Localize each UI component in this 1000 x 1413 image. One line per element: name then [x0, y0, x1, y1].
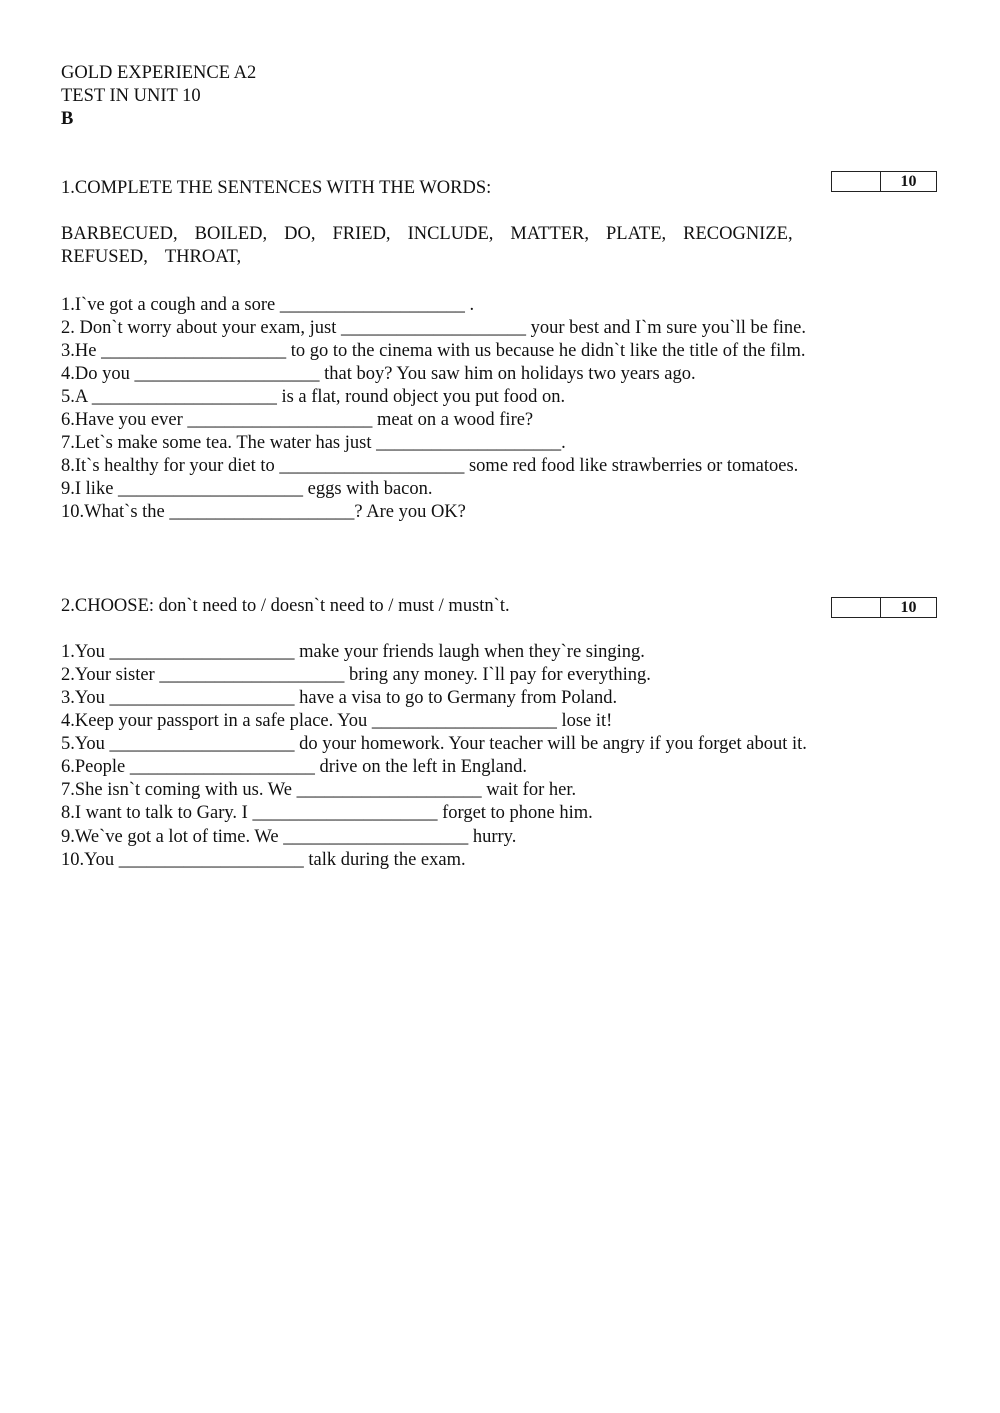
section2-sentence: 9.We`ve got a lot of time. We ____________________ hurry.	[61, 827, 517, 847]
section2-sentence: 10.You ____________________ talk during the exam.	[61, 850, 466, 870]
section1-sentence: 8.It`s healthy for your diet to ____________________ some red food like strawberries or tomatoes.	[61, 456, 799, 476]
word-bank-item: BOILED,	[194, 224, 268, 244]
score-blank-cell	[832, 172, 881, 191]
test-version: B	[61, 109, 74, 129]
section1-sentence: 2. Don`t worry about your exam, just ____________________ your best and I`m sure you`ll be fine.	[61, 318, 807, 338]
section1-word-bank	[61, 223, 851, 269]
section1-score-box	[831, 171, 937, 192]
word-bank-item: REFUSED,	[61, 247, 148, 267]
section2-sentence: 7.She isn`t coming with us. We ____________________ wait for her.	[61, 780, 577, 800]
section2-title: 2.CHOOSE: don`t need to / doesn`t need to / must / mustn`t.	[61, 596, 510, 616]
section2-sentence: 5.You ____________________ do your homework. Your teacher will be angry if you forget about it.	[61, 734, 807, 754]
word-bank-item: BARBECUED,	[61, 224, 178, 244]
section1-sentence: 5.A ____________________ is a flat, round object you put food on.	[61, 387, 566, 407]
section1-sentence: 6.Have you ever ____________________ meat on a wood fire?	[61, 410, 534, 430]
section1-sentence: 1.I`ve got a cough and a sore ____________________ .	[61, 295, 475, 315]
section2-sentence: 2.Your sister ____________________ bring any money. I`ll pay for everything.	[61, 665, 651, 685]
section2-sentence: 6.People ____________________ drive on the left in England.	[61, 757, 528, 777]
book-title: GOLD EXPERIENCE A2	[61, 63, 257, 83]
test-title: TEST IN UNIT 10	[61, 86, 201, 106]
word-bank-item: MATTER,	[510, 224, 589, 244]
section1-sentence: 10.What`s the ____________________? Are you OK?	[61, 502, 466, 522]
word-bank-item: DO,	[284, 224, 316, 244]
section2-sentence: 8.I want to talk to Gary. I ____________________ forget to phone him.	[61, 803, 593, 823]
word-bank-item: PLATE,	[606, 224, 667, 244]
word-bank-item: FRIED,	[332, 224, 391, 244]
section2-sentence: 1.You ____________________ make your friends laugh when they`re singing.	[61, 642, 645, 662]
section2-score-value: 10	[900, 599, 917, 616]
word-bank-item: RECOGNIZE,	[683, 224, 793, 244]
section1-title: 1.COMPLETE THE SENTENCES WITH THE WORDS:	[61, 178, 492, 198]
section2-sentence: 3.You ____________________ have a visa to go to Germany from Poland.	[61, 688, 618, 708]
word-bank-item: INCLUDE,	[407, 224, 494, 244]
score-blank-cell	[832, 598, 881, 617]
section1-sentence: 9.I like ____________________ eggs with bacon.	[61, 479, 433, 499]
section2-score-box	[831, 597, 937, 618]
section1-sentence: 3.He ____________________ to go to the cinema with us because he didn`t like the title of the film.	[61, 341, 806, 361]
word-bank-item: THROAT,	[164, 247, 242, 267]
section1-sentence: 4.Do you ____________________ that boy? You saw him on holidays two years ago.	[61, 364, 696, 384]
section2-sentence: 4.Keep your passport in a safe place. You ____________________ lose it!	[61, 711, 613, 731]
section1-score-value: 10	[900, 173, 917, 190]
section1-sentence: 7.Let`s make some tea. The water has just ____________________.	[61, 433, 566, 453]
